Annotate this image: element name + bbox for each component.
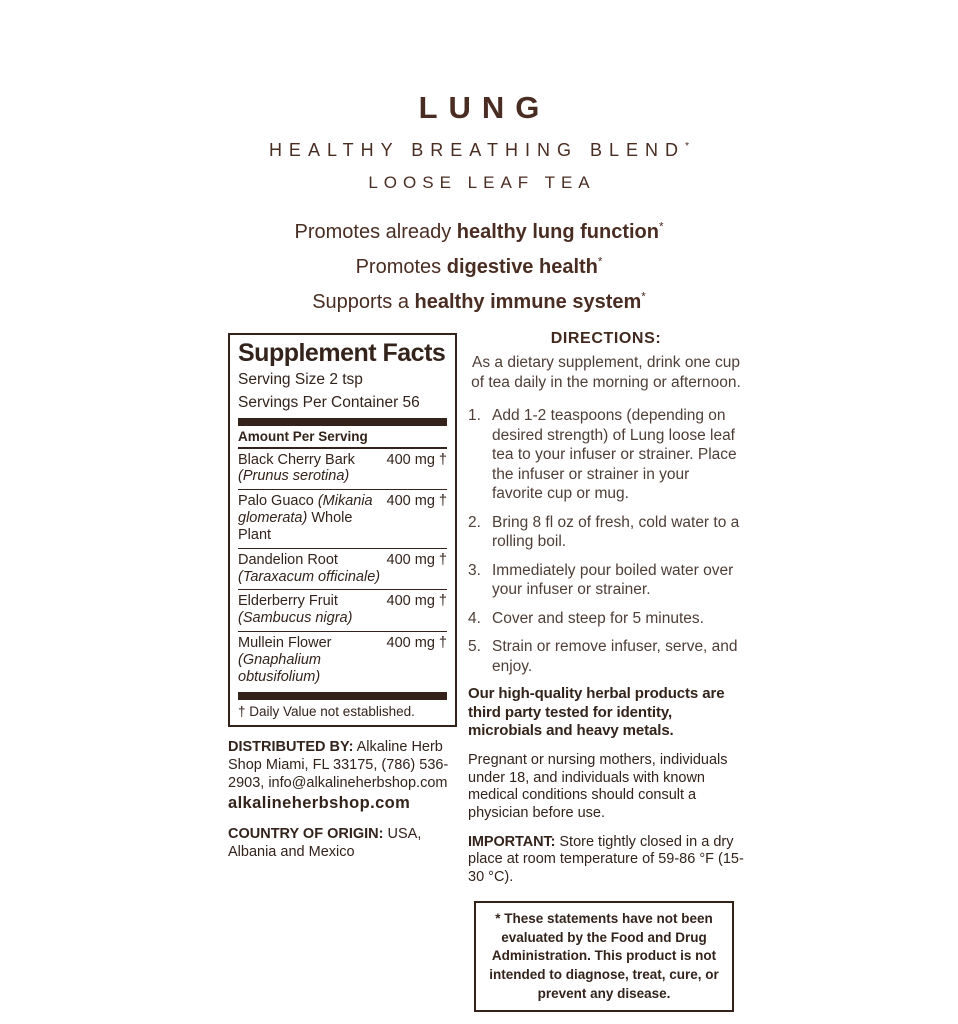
fda-disclaimer-box: * These statements have not been evaluated by the Food and Drug Administration. This product is not intended to diagnose, treat, cure, or prevent any disease. xyxy=(474,901,734,1012)
distributed-by-label: DISTRIBUTED BY: xyxy=(228,739,354,756)
storage-note xyxy=(468,834,744,886)
ingredient-amount: 400 mg † xyxy=(386,451,447,468)
distributed-by-text: Alkaline Herb Shop Miami, FL 33175, (786) 536-2903, info@alkalineherbshop.com xyxy=(228,739,449,792)
directions-steps xyxy=(468,406,744,676)
direction-step: 1. Add 1-2 teaspoons (depending on desired strength) of Lung loose leaf tea to your infuser or strainer. Place the infuser or strainer in your favorite cup or mug. xyxy=(468,407,737,503)
serving-size: Serving Size 2 tsp xyxy=(238,371,363,388)
claims xyxy=(0,215,958,320)
ingredient-amount: 400 mg † xyxy=(386,634,447,651)
ingredient-amount: 400 mg † xyxy=(386,593,447,610)
pregnancy-warning: Pregnant or nursing mothers, individuals under 18, and individuals with known medical conditions should consult a physician before use. xyxy=(468,752,728,821)
ingredient-row xyxy=(238,632,447,687)
claim-line: Promotes digestive health* xyxy=(355,255,603,278)
right-column xyxy=(468,330,744,1012)
product-title: LUNG xyxy=(418,90,551,125)
thick-divider-bar xyxy=(238,418,447,426)
country-of-origin xyxy=(228,826,457,862)
supplement-rows xyxy=(238,449,447,688)
ingredient-row xyxy=(238,590,447,632)
ingredient-amount: 400 mg † xyxy=(386,551,447,568)
servings-per-container: Servings Per Container 56 xyxy=(238,393,420,411)
important-label: IMPORTANT: xyxy=(468,833,556,850)
direction-step: 5. Strain or remove infuser, serve, and enjoy. xyxy=(468,638,738,675)
direction-step: 4. Cover and steep for 5 minutes. xyxy=(468,609,704,627)
website-text: alkalineherbshop.com xyxy=(228,794,411,813)
product-subtitle xyxy=(0,141,958,159)
amount-per-serving-header: Amount Per Serving xyxy=(238,426,447,449)
quality-statement: Our high-quality herbal products are third party tested for identity, microbials and heavy metals. xyxy=(468,685,725,740)
direction-step: 3. Immediately pour boiled water over your infuser or strainer. xyxy=(468,561,734,599)
ingredient-row xyxy=(238,549,447,591)
left-column xyxy=(228,333,457,862)
ingredient-row xyxy=(238,449,447,491)
direction-step: 2. Bring 8 fl oz of fresh, cold water to a rolling boil. xyxy=(468,513,740,551)
ingredient-name: Elderberry Fruit (Sambucus nigra) xyxy=(238,593,353,627)
product-type: LOOSE LEAF TEA xyxy=(368,173,596,192)
label-header xyxy=(0,92,958,320)
distributor-info xyxy=(228,739,457,793)
important-text: Store tightly closed in a dry place at room temperature of 59-86 °F (15-30 °C). xyxy=(468,833,744,885)
claim-line: Supports a healthy immune system* xyxy=(312,290,646,313)
ingredient-row xyxy=(238,490,447,548)
ingredient-name: Mullein Flower (Gnaphalium obtusifolium) xyxy=(238,634,332,685)
ingredient-name: Dandelion Root (Taraxacum officinale) xyxy=(238,551,381,585)
product-subtitle-text: HEALTHY BREATHING BLEND xyxy=(268,140,685,160)
claim-line: Promotes already healthy lung function* xyxy=(294,220,664,243)
origin-text: USA, Albania and Mexico xyxy=(228,826,422,861)
subtitle-asterisk: * xyxy=(685,141,697,152)
supplement-facts-title: Supplement Facts xyxy=(238,339,446,367)
origin-label: COUNTRY OF ORIGIN: xyxy=(228,826,384,843)
thick-divider-bar xyxy=(238,692,447,700)
directions-intro: As a dietary supplement, drink one cup of tea daily in the morning or afternoon. xyxy=(471,354,741,392)
directions-heading: DIRECTIONS: xyxy=(550,330,662,347)
ingredient-name: Palo Guaco (Mikania glomerata) Whole Plant xyxy=(238,493,373,543)
ingredient-name: Black Cherry Bark (Prunus serotina) xyxy=(238,451,355,485)
supplement-facts-panel xyxy=(228,333,457,727)
daily-value-footnote: † Daily Value not established. xyxy=(238,704,415,720)
ingredient-amount: 400 mg † xyxy=(386,493,447,510)
